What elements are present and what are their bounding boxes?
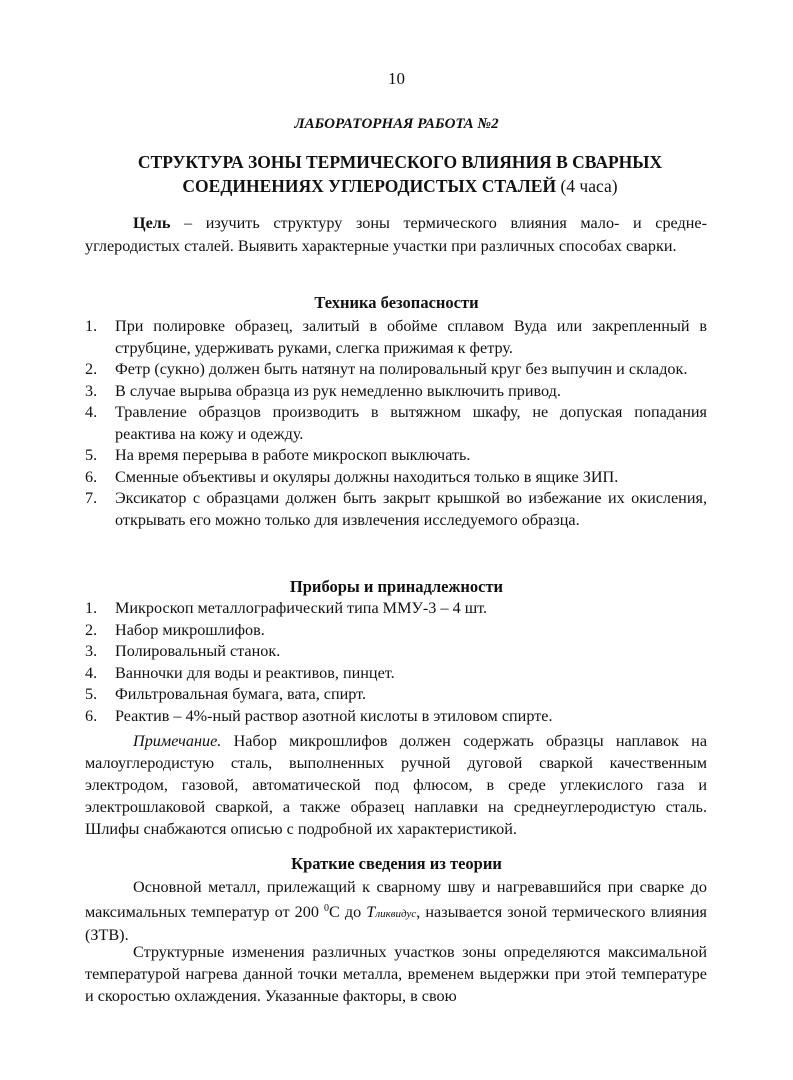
list-text: Ванночки для воды и реактивов, пинцет. — [115, 663, 395, 682]
list-item — [85, 402, 707, 445]
list-number: 4. — [85, 663, 98, 682]
theory-p1-part3: , называется зоной термического влияния (ЗТВ). — [85, 903, 707, 944]
list-item — [85, 359, 707, 381]
list-text: Травление образцов производить в вытяжном шкафу, не допуская попадания реактива на кожу и одежду. — [115, 403, 707, 443]
list-item — [85, 598, 707, 620]
list-text: Микроскоп металлографический типа ММУ-3 – 4 шт. — [115, 599, 488, 617]
list-text: Фетр (сукно) должен быть натянут на полировальный круг без выпучин и складок. — [115, 360, 688, 378]
temperature-symbol: T — [366, 903, 376, 921]
list-number: 3. — [85, 381, 98, 400]
degree-superscript: 0 — [324, 903, 329, 914]
title-hours: (4 часа) — [560, 176, 618, 196]
title-line-2: СОЕДИНЕНИЯХ УГЛЕРОДИСТЫХ СТАЛЕЙ — [182, 176, 557, 196]
list-item — [85, 488, 707, 531]
theory-paragraph-1 — [85, 877, 707, 946]
list-text: Эксикатор с образцами должен быть закрыт крышкой во избежание их окисления, открывать его можно только для извлечения исследуемого образца. — [115, 489, 707, 529]
list-text: Реактив – 4%-ный раствор азотной кислоты в этиловом спирте. — [115, 706, 553, 725]
safety-heading: Техника безопасности — [314, 293, 479, 312]
note-paragraph — [85, 730, 707, 840]
list-item — [85, 706, 707, 728]
tools-list — [85, 598, 707, 727]
list-number: 1. — [85, 317, 98, 335]
list-text: Сменные объективы и окуляры должны находиться только в ящике ЗИП. — [115, 467, 619, 486]
list-text: На время перерыва в работе микроскоп выключать. — [115, 446, 471, 464]
list-number: 2. — [85, 360, 98, 378]
goal-text: – изучить структуру зоны термического влияния мало- и средне-углеродистых сталей. Выявить характерные участки при различных способах сварки. — [85, 214, 707, 255]
list-item — [85, 467, 707, 489]
goal-label: Цель — [133, 214, 171, 232]
list-text: При полировке образец, залитый в обойме сплавом Вуда или закрепленный в струбцине, удерживать руками, слегка прижимая к фетру. — [115, 317, 707, 357]
list-number: 2. — [85, 620, 98, 639]
list-text: Фильтровальная бумага, вата, спирт. — [115, 685, 367, 703]
lab-work-label: ЛАБОРАТОРНАЯ РАБОТА №2 — [294, 116, 499, 132]
page-title — [100, 150, 700, 198]
theory-p1-part2: С до — [329, 903, 367, 921]
list-item — [85, 641, 707, 663]
list-item — [85, 381, 707, 403]
list-text: Полировальный станок. — [115, 642, 281, 660]
list-item — [85, 663, 707, 685]
title-line-2-wrap — [100, 174, 700, 198]
theory-p1-part1: Основной металл, прилежащий к сварному шву и нагревавшийся при сварке до максимальных температур от 200 — [85, 878, 707, 921]
list-number: 7. — [85, 489, 98, 507]
theory-paragraph-2: Структурные изменения различных участков зоны определяются максимальной температурой нагрева данной точки металла, временем выдержки при этой температуре и скоростью охлаждения. Указанные факторы, в свою — [85, 943, 707, 1005]
list-number: 3. — [85, 642, 98, 660]
list-text: Набор микрошлифов. — [115, 620, 265, 639]
list-number: 1. — [85, 599, 98, 617]
liquidus-subscript: ликвидус — [375, 908, 417, 920]
list-item — [85, 620, 707, 642]
goal-paragraph — [85, 212, 707, 258]
list-number: 5. — [85, 685, 98, 703]
page-number: 10 — [388, 69, 405, 88]
safety-list — [85, 316, 707, 531]
note-label: Примечание. — [133, 732, 222, 750]
list-number: 6. — [85, 467, 98, 486]
list-text: В случае вырыва образца из рук немедленно выключить привод. — [115, 381, 561, 400]
title-line-1: СТРУКТУРА ЗОНЫ ТЕРМИЧЕСКОГО ВЛИЯНИЯ В СВАРНЫХ — [137, 152, 663, 172]
list-item — [85, 316, 707, 359]
tools-heading: Приборы и принадлежности — [289, 577, 504, 596]
note-text: Набор микрошлифов должен содержать образцы наплавок на малоуглеродистую сталь, выполненных ручной дуговой сваркой качественным электродом, газовой, автоматической под флюсом, в среде углекислого газа и электрошлаковой сваркой, а также образец наплавки на среднеуглеродистую сталь. Шлифы снабжаются описью с подробной их характеристикой. — [85, 732, 707, 838]
list-number: 5. — [85, 446, 98, 464]
list-number: 4. — [85, 403, 98, 421]
list-number: 6. — [85, 706, 98, 725]
list-item — [85, 445, 707, 467]
list-item — [85, 684, 707, 706]
theory-heading: Краткие сведения из теории — [291, 854, 502, 873]
